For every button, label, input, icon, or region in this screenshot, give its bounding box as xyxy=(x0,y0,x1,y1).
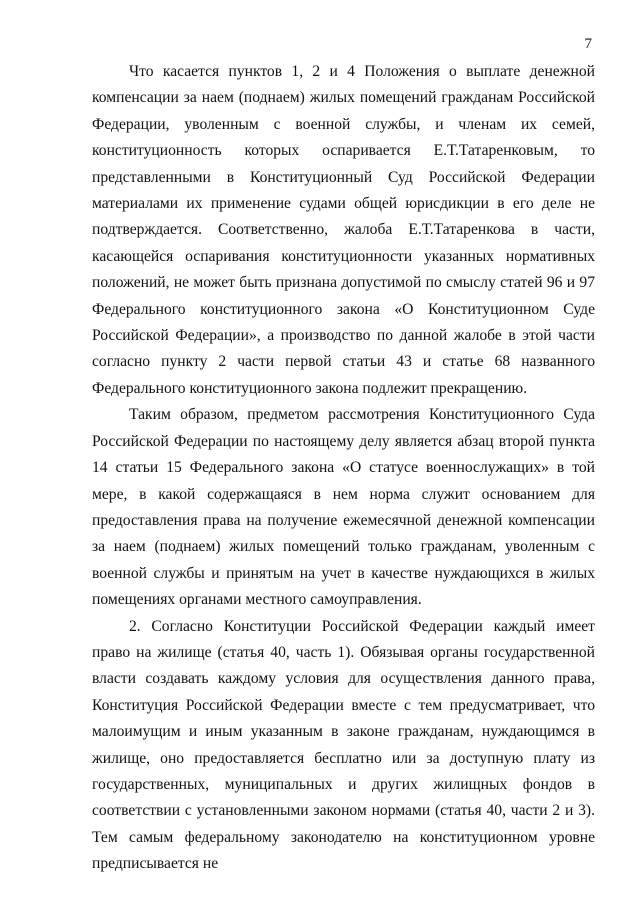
document-body xyxy=(92,59,595,878)
paragraph-1: Что касается пунктов 1, 2 и 4 Положения о выплате денежной компенсации за наем (поднаем) жилых помещений гражданам Российской Федерации, уволенным с военной службы, и членам их семей, конституционность которых оспаривается Е.Т.Татаренковым, то представленными в Конституционный Суд Российской Федерации материалами их применение судами общей юрисдикции в его деле не подтверждается. Соответственно, жалоба Е.Т.Татаренкова в части, касающейся оспаривания конституционности указанных нормативных положений, не может быть признана допустимой по смыслу статей 96 и 97 Федерального конституционного закона «О Конституционном Суде Российской Федерации», а производство по данной жалобе в этой части согласно пункту 2 части первой статьи 43 и статье 68 названного Федерального конституционного закона подлежит прекращению. xyxy=(92,63,595,397)
page-number: 7 xyxy=(584,36,592,52)
paragraph-2: Таким образом, предметом рассмотрения Конституционного Суда Российской Федерации по настоящему делу является абзац второй пункта 14 статьи 15 Федерального закона «О статусе военнослужащих» в той мере, в какой содержащаяся в нем норма служит основанием для предоставления права на получение ежемесячной денежной компенсации за наем (поднаем) жилых помещений только гражданам, уволенным с военной службы и принятым на учет в качестве нуждающихся в жилых помещениях органами местного самоуправления. xyxy=(92,406,595,609)
paragraph-3: 2. Согласно Конституции Российской Федерации каждый имеет право на жилище (статья 40, часть 1). Обязывая органы государственной власти создавать каждому условия для осуществления данного права, Конституция Российской Федерации вместе с тем предусматривает, что малоимущим и иным указанным в законе гражданам, нуждающимся в жилище, оно предоставляется бесплатно или за доступную плату из государственных, муниципальных и других жилищных фондов в соответствии с установленными законом нормами (статья 40, части 2 и 3). Тем самым федеральному законодателю на конституционном уровне предписывается не xyxy=(92,617,595,873)
